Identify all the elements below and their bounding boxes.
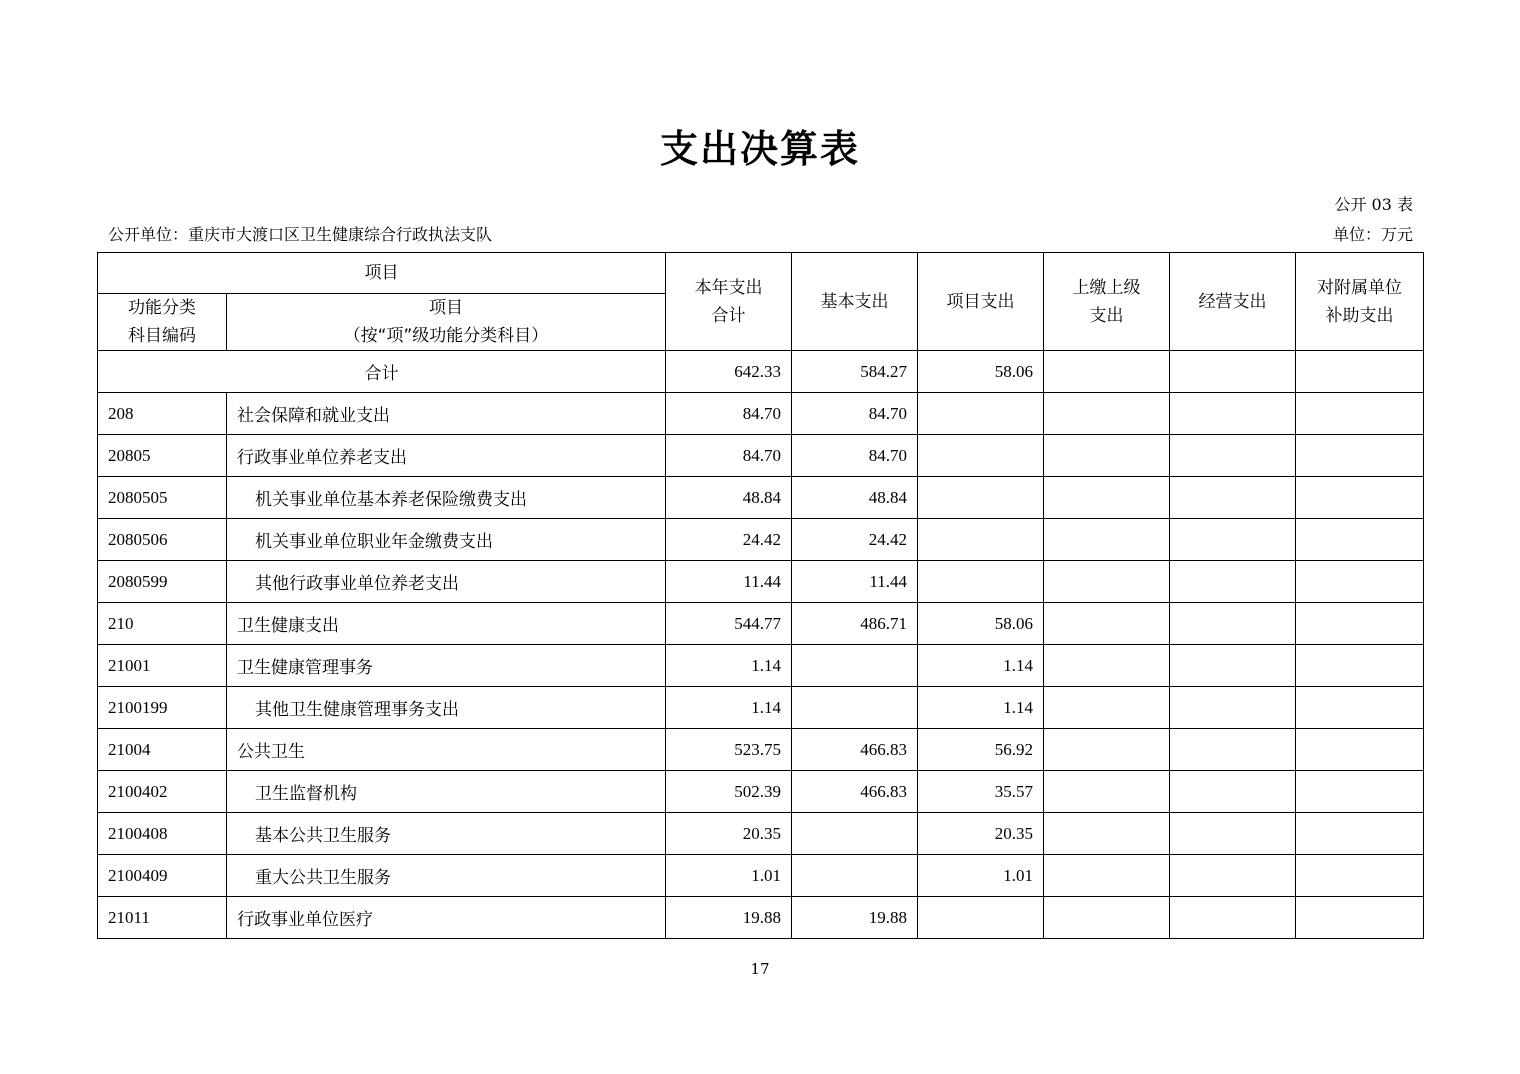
header-project: 项目支出	[918, 253, 1044, 351]
cell-project: 1.01	[918, 855, 1044, 897]
header-name-line1: 项目	[429, 298, 463, 318]
cell-subsidy	[1296, 477, 1424, 519]
cell-business	[1170, 603, 1296, 645]
form-number: 公开 03 表	[1334, 195, 1413, 214]
header-code	[98, 294, 227, 351]
cell-total: 544.77	[666, 603, 792, 645]
cell-total: 84.70	[666, 393, 792, 435]
cell-name: 公共卫生	[227, 729, 666, 771]
reporting-unit: 公开单位：重庆市大渡口区卫生健康综合行政执法支队	[108, 225, 493, 244]
cell-total: 24.42	[666, 519, 792, 561]
table-row	[98, 771, 1424, 813]
cell-business	[1170, 771, 1296, 813]
table-row	[98, 729, 1424, 771]
page-number: 17	[750, 960, 770, 978]
cell-basic: 48.84	[792, 477, 918, 519]
total-basic: 584.27	[792, 351, 918, 393]
header-upper	[1044, 253, 1170, 351]
cell-total: 523.75	[666, 729, 792, 771]
table-row	[98, 435, 1424, 477]
cell-business	[1170, 645, 1296, 687]
cell-code: 21011	[98, 897, 227, 939]
cell-basic	[792, 687, 918, 729]
cell-basic	[792, 645, 918, 687]
cell-name: 卫生健康管理事务	[227, 645, 666, 687]
cell-subsidy	[1296, 519, 1424, 561]
header-total	[666, 253, 792, 351]
expenditure-table	[97, 252, 1424, 939]
cell-upper	[1044, 729, 1170, 771]
cell-code: 208	[98, 393, 227, 435]
cell-total: 502.39	[666, 771, 792, 813]
cell-upper	[1044, 855, 1170, 897]
cell-project: 56.92	[918, 729, 1044, 771]
header-name	[227, 294, 666, 351]
cell-code: 210	[98, 603, 227, 645]
header-basic: 基本支出	[792, 253, 918, 351]
cell-business	[1170, 477, 1296, 519]
cell-upper	[1044, 771, 1170, 813]
header-upper-line1: 上缴上级	[1072, 277, 1141, 298]
table-row	[98, 687, 1424, 729]
cell-upper	[1044, 519, 1170, 561]
cell-basic: 24.42	[792, 519, 918, 561]
cell-total: 1.01	[666, 855, 792, 897]
cell-name: 行政事业单位医疗	[227, 897, 666, 939]
cell-upper	[1044, 813, 1170, 855]
cell-subsidy	[1296, 771, 1424, 813]
cell-name: 其他卫生健康管理事务支出	[227, 687, 666, 729]
cell-business	[1170, 519, 1296, 561]
cell-total: 11.44	[666, 561, 792, 603]
cell-upper	[1044, 897, 1170, 939]
cell-upper	[1044, 393, 1170, 435]
cell-code: 2100199	[98, 687, 227, 729]
table-row	[98, 645, 1424, 687]
cell-name: 社会保障和就业支出	[227, 393, 666, 435]
cell-total: 20.35	[666, 813, 792, 855]
cell-code: 2080599	[98, 561, 227, 603]
cell-basic: 486.71	[792, 603, 918, 645]
table-row	[98, 813, 1424, 855]
cell-business	[1170, 729, 1296, 771]
cell-business	[1170, 687, 1296, 729]
cell-subsidy	[1296, 813, 1424, 855]
cell-name: 机关事业单位职业年金缴费支出	[227, 519, 666, 561]
cell-code: 2080505	[98, 477, 227, 519]
table-row	[98, 897, 1424, 939]
cell-upper	[1044, 435, 1170, 477]
cell-name: 机关事业单位基本养老保险缴费支出	[227, 477, 666, 519]
header-subsidy-line1: 对附属单位	[1317, 277, 1402, 298]
cell-project: 35.57	[918, 771, 1044, 813]
cell-project: 1.14	[918, 687, 1044, 729]
table-row	[98, 393, 1424, 435]
cell-business	[1170, 897, 1296, 939]
cell-upper	[1044, 687, 1170, 729]
cell-subsidy	[1296, 561, 1424, 603]
cell-basic: 11.44	[792, 561, 918, 603]
cell-code: 2080506	[98, 519, 227, 561]
page-title: 支出决算表	[659, 127, 860, 171]
cell-project	[918, 561, 1044, 603]
table-row	[98, 855, 1424, 897]
cell-subsidy	[1296, 855, 1424, 897]
cell-subsidy	[1296, 897, 1424, 939]
cell-total: 48.84	[666, 477, 792, 519]
cell-name: 基本公共卫生服务	[227, 813, 666, 855]
cell-business	[1170, 561, 1296, 603]
total-subsidy	[1296, 351, 1424, 393]
cell-project	[918, 435, 1044, 477]
header-code-line2: 科目编码	[128, 326, 196, 346]
cell-name: 卫生健康支出	[227, 603, 666, 645]
cell-basic: 84.70	[792, 435, 918, 477]
cell-project	[918, 477, 1044, 519]
cell-name: 重大公共卫生服务	[227, 855, 666, 897]
cell-business	[1170, 393, 1296, 435]
cell-business	[1170, 435, 1296, 477]
cell-code: 2100402	[98, 771, 227, 813]
total-project: 58.06	[918, 351, 1044, 393]
header-business: 经营支出	[1170, 253, 1296, 351]
table-row	[98, 603, 1424, 645]
table-row	[98, 561, 1424, 603]
total-label: 合计	[98, 351, 666, 393]
header-upper-line2: 支出	[1089, 305, 1124, 326]
cell-basic: 19.88	[792, 897, 918, 939]
cell-total: 1.14	[666, 687, 792, 729]
cell-subsidy	[1296, 435, 1424, 477]
cell-subsidy	[1296, 687, 1424, 729]
cell-upper	[1044, 477, 1170, 519]
total-sum: 642.33	[666, 351, 792, 393]
header-code-line1: 功能分类	[128, 298, 196, 318]
cell-subsidy	[1296, 729, 1424, 771]
header-total-line2: 合计	[711, 305, 746, 326]
cell-upper	[1044, 645, 1170, 687]
cell-business	[1170, 813, 1296, 855]
cell-project: 1.14	[918, 645, 1044, 687]
cell-project	[918, 393, 1044, 435]
cell-project: 58.06	[918, 603, 1044, 645]
cell-code: 21004	[98, 729, 227, 771]
cell-project: 20.35	[918, 813, 1044, 855]
cell-upper	[1044, 603, 1170, 645]
header-item: 项目	[98, 253, 666, 294]
cell-name: 卫生监督机构	[227, 771, 666, 813]
cell-total: 1.14	[666, 645, 792, 687]
cell-name: 其他行政事业单位养老支出	[227, 561, 666, 603]
cell-name: 行政事业单位养老支出	[227, 435, 666, 477]
table-row	[98, 477, 1424, 519]
cell-code: 2100408	[98, 813, 227, 855]
cell-basic: 466.83	[792, 771, 918, 813]
header-name-line2: （按“项”级功能分类科目）	[343, 326, 549, 346]
cell-basic	[792, 855, 918, 897]
cell-project	[918, 519, 1044, 561]
cell-code: 2100409	[98, 855, 227, 897]
header-total-line1: 本年支出	[694, 277, 763, 298]
total-business	[1170, 351, 1296, 393]
currency-unit: 单位：万元	[1332, 225, 1413, 244]
total-upper	[1044, 351, 1170, 393]
cell-code: 21001	[98, 645, 227, 687]
cell-total: 84.70	[666, 435, 792, 477]
cell-subsidy	[1296, 603, 1424, 645]
cell-upper	[1044, 561, 1170, 603]
cell-total: 19.88	[666, 897, 792, 939]
header-subsidy	[1296, 253, 1424, 351]
table-row	[98, 519, 1424, 561]
cell-code: 20805	[98, 435, 227, 477]
cell-project	[918, 897, 1044, 939]
cell-basic: 466.83	[792, 729, 918, 771]
header-subsidy-line2: 补助支出	[1325, 305, 1394, 326]
cell-basic: 84.70	[792, 393, 918, 435]
total-row	[98, 351, 1424, 393]
cell-business	[1170, 855, 1296, 897]
cell-basic	[792, 813, 918, 855]
cell-subsidy	[1296, 393, 1424, 435]
cell-subsidy	[1296, 645, 1424, 687]
